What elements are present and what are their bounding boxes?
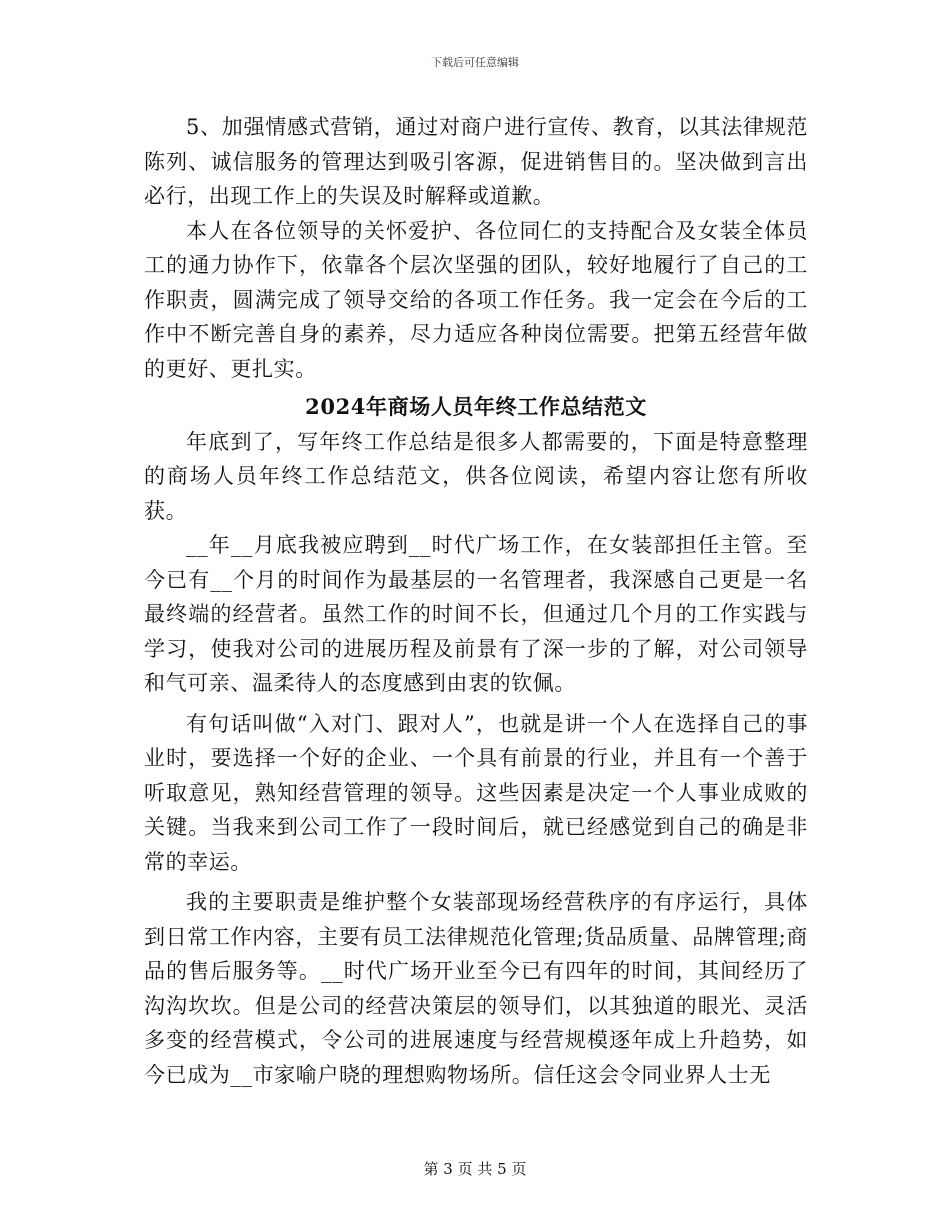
page-header: 下载后可任意编辑 <box>431 56 519 69</box>
paragraph-item-5: 5、加强情感式营销，通过对商户进行宣传、教育，以其法律规范陈列、诚信服务的管理达到吸引客源，促进销售目的。坚决做到言出必行，出现工作上的失误及时解释或道歉。 <box>144 115 808 208</box>
paragraph-intro: 年底到了，写年终工作总结是很多人都需要的，下面是特意整理的商场人员年终工作总结范文，供各位阅读，希望内容让您有所收获。 <box>144 429 808 523</box>
document-body <box>144 110 808 1092</box>
paragraph-duties: 我的主要职责是维护整个女装部现场经营秩序的有序运行，具体到日常工作内容，主要有员工法律规范化管理;货品质量、品牌管理;商品的售后服务等。__时代广场开业至今已有四年的时间，其间经历了沟沟坎坎。但是公司的经营决策层的领导们，以其独道的眼光、灵活多变的经营模式，令公司的进展速度与经营规模逐年成上升趋势，如今已成为__市家喻户晓的理想购物场所。信任这会令同业界人士无 <box>144 890 808 1087</box>
page-number: 第 3 页 共 5 页 <box>423 1160 527 1178</box>
section-title: 2024年商场人员年终工作总结范文 <box>305 394 647 419</box>
paragraph-closing: 本人在各位领导的关怀爱护、各位同仁的支持配合及女装全体员工的通力协作下，依靠各个层次坚强的团队，较好地履行了自己的工作职责，圆满完成了领导交给的各项工作任务。我一定会在今后的工作中不断完善自身的素养，尽力适应各种岗位需要。把第五经营年做的更好、更扎实。 <box>144 218 808 381</box>
paragraph-hired: __年__月底我被应聘到__时代广场工作，在女装部担任主管。至今已有__个月的时间作为最基层的一名管理者，我深感自己更是一名最终端的经营者。虽然工作的时间不长，但通过几个月的工作实践与学习，使我对公司的进展历程及前景有了深一步的了解，对公司领导和气可亲、温柔待人的态度感到由衷的钦佩。 <box>144 533 808 695</box>
paragraph-right-door: 有句话叫做“入对门、跟对人”，也就是讲一个人在选择自己的事业时，要选择一个好的企业、一个具有前景的行业，并且有一个善于听取意见，熟知经营管理的领导。这些因素是决定一个人事业成败的关键。当我来到公司工作了一段时间后，就已经感觉到自己的确是非常的幸运。 <box>144 711 808 874</box>
